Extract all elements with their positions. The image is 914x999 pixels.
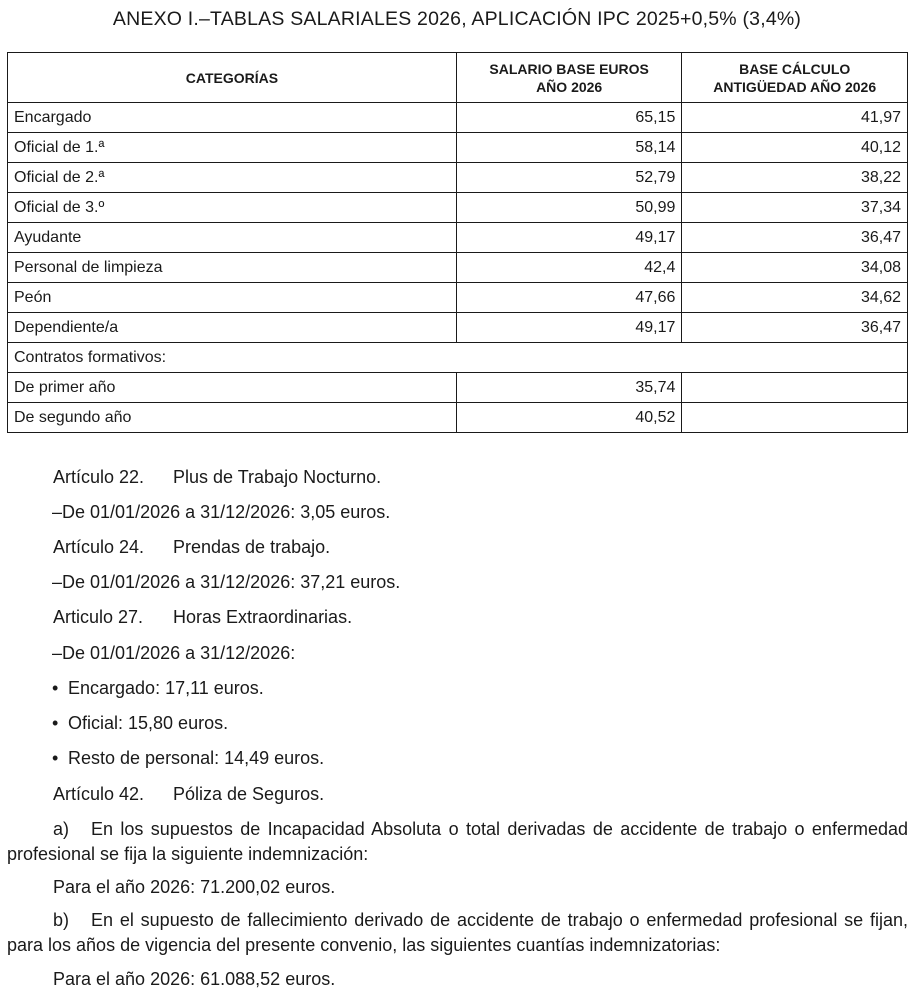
header-antiguedad-line2: ANTIGÜEDAD AÑO 2026 — [713, 78, 877, 95]
article-22-detail: –De 01/01/2026 a 31/12/2026: 3,05 euros. — [52, 502, 391, 522]
article-number: Artículo 42. — [53, 784, 145, 804]
list-item-text: Oficial: 15,80 euros. — [68, 713, 229, 733]
salario-cell: 49,17 — [456, 223, 682, 253]
antiguedad-cell: 40,12 — [682, 133, 908, 163]
table-row — [8, 253, 908, 283]
antiguedad-cell: 38,22 — [682, 163, 908, 193]
article-title: Póliza de Seguros. — [173, 784, 325, 804]
article-number: Artículo 22. — [53, 467, 145, 487]
article-42-paragraph-b — [7, 908, 908, 958]
article-title: Horas Extraordinarias. — [173, 607, 353, 627]
category-cell: De segundo año — [8, 403, 457, 433]
header-salario-line1: SALARIO BASE EUROS — [489, 60, 649, 77]
article-number: Articulo 27. — [53, 607, 144, 627]
article-42-amount-a: Para el año 2026: 71.200,02 euros. — [53, 877, 336, 897]
salario-cell: 65,15 — [456, 103, 682, 133]
salario-cell: 50,99 — [456, 193, 682, 223]
salary-table — [7, 52, 908, 433]
antiguedad-cell: 34,08 — [682, 253, 908, 283]
category-cell: Oficial de 1.ª — [8, 133, 457, 163]
antiguedad-cell: 34,62 — [682, 283, 908, 313]
table-row — [8, 313, 908, 343]
table-row — [8, 163, 908, 193]
antiguedad-cell — [682, 373, 908, 403]
list-item — [52, 748, 324, 769]
header-base-antiguedad — [682, 53, 908, 103]
category-cell: Dependiente/a — [8, 313, 457, 343]
header-categories: CATEGORÍAS — [8, 53, 457, 103]
header-antiguedad-line1: BASE CÁLCULO — [739, 60, 851, 77]
salario-cell: 52,79 — [456, 163, 682, 193]
article-42-amount-b: Para el año 2026: 61.088,52 euros. — [53, 969, 336, 989]
salario-cell: 49,17 — [456, 313, 682, 343]
article-27-heading — [53, 607, 352, 628]
antiguedad-cell — [682, 403, 908, 433]
antiguedad-cell: 37,34 — [682, 193, 908, 223]
table-row — [8, 373, 908, 403]
category-cell: Personal de limpieza — [8, 253, 457, 283]
salario-cell: 42,4 — [456, 253, 682, 283]
category-cell: Ayudante — [8, 223, 457, 253]
header-salario-base — [456, 53, 682, 103]
contratos-formativos-label: Contratos formativos: — [8, 343, 908, 373]
category-cell: De primer año — [8, 373, 457, 403]
paragraph-text: En el supuesto de fallecimiento derivado de accidente de trabajo o enfermedad profesional se fijan, para los años de vigencia del presente convenio, las siguientes cuantías indemnizatorias: — [7, 910, 908, 955]
bullet-icon: • — [52, 713, 59, 733]
article-42-paragraph-a — [7, 817, 908, 867]
paragraph-text: En los supuestos de Incapacidad Absoluta o total derivadas de accidente de trabajo o enfermedad profesional se fija la siguiente indemnización: — [7, 819, 908, 864]
article-24-detail: –De 01/01/2026 a 31/12/2026: 37,21 euros. — [52, 572, 401, 592]
antiguedad-cell: 36,47 — [682, 223, 908, 253]
table-row — [8, 103, 908, 133]
category-cell: Peón — [8, 283, 457, 313]
list-item-text: Encargado: 17,11 euros. — [68, 678, 264, 698]
article-title: Plus de Trabajo Nocturno. — [173, 467, 382, 487]
salario-cell: 40,52 — [456, 403, 682, 433]
article-42-heading — [53, 784, 324, 805]
header-salario-line2: AÑO 2026 — [536, 78, 603, 95]
category-cell: Oficial de 2.ª — [8, 163, 457, 193]
table-header-row — [8, 53, 908, 103]
salario-cell: 35,74 — [456, 373, 682, 403]
table-section-row — [8, 343, 908, 373]
category-cell: Oficial de 3.º — [8, 193, 457, 223]
article-22-heading — [53, 467, 381, 488]
article-27-detail: –De 01/01/2026 a 31/12/2026: — [52, 643, 296, 663]
bullet-icon: • — [52, 748, 59, 768]
paragraph-label: b) — [53, 910, 70, 930]
list-item — [52, 678, 264, 699]
list-item-text: Resto de personal: 14,49 euros. — [68, 748, 325, 768]
bullet-icon: • — [52, 678, 59, 698]
list-item — [52, 713, 228, 734]
antiguedad-cell: 41,97 — [682, 103, 908, 133]
page-title: ANEXO I.–TABLAS SALARIALES 2026, APLICACIÓN IPC 2025+0,5% (3,4%) — [112, 8, 802, 30]
salario-cell: 58,14 — [456, 133, 682, 163]
table-row — [8, 193, 908, 223]
category-cell: Encargado — [8, 103, 457, 133]
article-title: Prendas de trabajo. — [173, 537, 331, 557]
antiguedad-cell: 36,47 — [682, 313, 908, 343]
salario-cell: 47,66 — [456, 283, 682, 313]
paragraph-label: a) — [53, 819, 70, 839]
table-row — [8, 283, 908, 313]
table-row — [8, 223, 908, 253]
table-row — [8, 133, 908, 163]
article-number: Artículo 24. — [53, 537, 145, 557]
article-24-heading — [53, 537, 330, 558]
table-row — [8, 403, 908, 433]
